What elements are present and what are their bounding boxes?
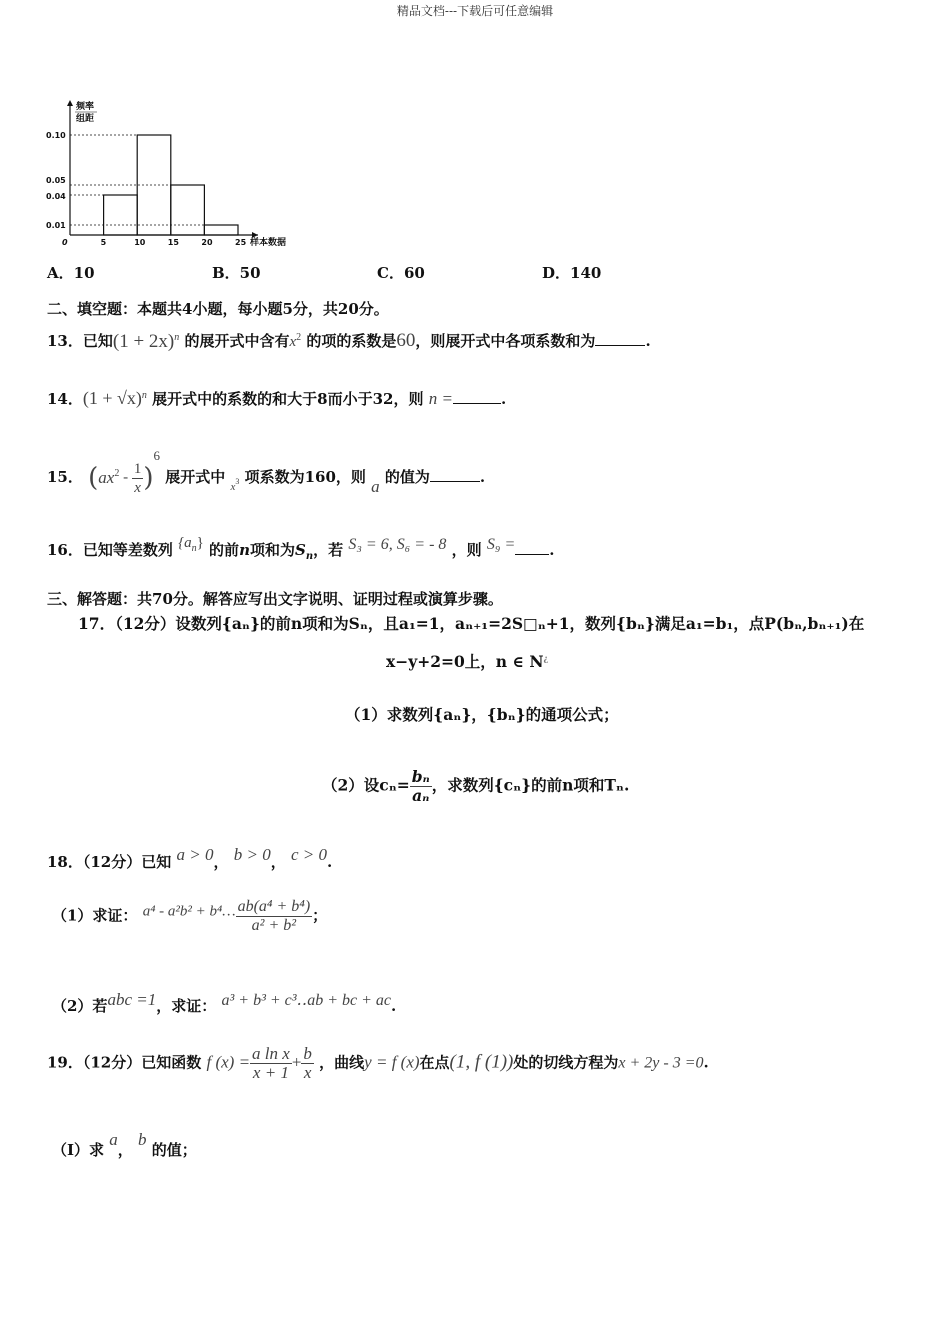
question-17-line1: 17．（12分）设数列{aₙ}的前n项和为Sₙ，且a₁=1，aₙ₊₁=2S□ₙ+1，数列{bₙ}满足a₁=b₁，点P(bₙ,bₙ₊₁)在 xyxy=(78,614,865,633)
y-tick-label: 0.04 xyxy=(46,192,66,201)
question-13: 13．已知$(1 + 2x)^n$ 的展开式中含有$x^2$ 的项的系数是60，则展开式中各项系数和为 . xyxy=(47,330,651,352)
question-17-line2: x−y+2=0上，n ∈ N¿ xyxy=(386,652,549,671)
y-tick-label: 0.05 xyxy=(46,176,66,185)
option-a: A．10 xyxy=(47,264,95,282)
question-19-part1: （Ⅰ）求 a， b 的值； xyxy=(52,1130,197,1159)
option-c: C．60 xyxy=(377,264,425,282)
x-tick-label: 10 xyxy=(134,238,146,247)
histogram-bar xyxy=(104,195,138,235)
answer-blank xyxy=(430,467,480,482)
y-axis-label: 频率 xyxy=(76,102,95,112)
question-17-part1: （1）求数列{aₙ}，{bₙ}的通项公式； xyxy=(345,705,619,724)
x-tick-label: 5 xyxy=(100,238,107,247)
y-axis-arrow xyxy=(67,100,73,106)
answer-blank xyxy=(453,389,501,404)
section-fill-blank-heading: 二、填空题：本题共4小题，每小题5分，共20分。 xyxy=(47,300,389,318)
x-tick-label: 0 xyxy=(62,238,68,247)
question-18-part2: （2）若abc =1，求证： a³ + b³ + c³‥ab + bc + ac. xyxy=(52,990,397,1015)
y-tick-label: 0.10 xyxy=(46,131,66,140)
answer-blank xyxy=(595,331,645,346)
histogram-bar xyxy=(171,185,205,235)
y-axis-label-denominator: 组距 xyxy=(76,114,95,124)
histogram-bar xyxy=(204,225,238,235)
x-tick-label: 15 xyxy=(167,238,179,247)
x-tick-label: 20 xyxy=(201,238,213,247)
answer-blank xyxy=(515,540,549,555)
x-tick-label: 25 xyxy=(235,238,247,247)
question-17-part2: （2）设cₙ= $\frac{\text{bₙ}}{\text{aₙ}}$ ，求数列{cₙ}的前n项和Tₙ. xyxy=(322,767,630,805)
section-answer-heading: 三、解答题：共70分。解答应写出文字说明、证明过程或演算步骤。 xyxy=(47,590,503,608)
y-tick-label: 0.01 xyxy=(46,221,66,230)
option-d: D．140 xyxy=(542,264,602,282)
question-18-part1: （1）求证： a⁴ - a²b² + b⁴… $\frac{\text{ab(a⁴ + b⁴)}}{\text{a² + b²}}$ ； xyxy=(52,898,328,934)
page-header: 精品文档---下载后可任意编辑 xyxy=(396,4,554,18)
question-19: 19．（12分）已知函数 f (x) = $\frac{\text{a ln x}}{x + 1}$ + $\frac{b}{x}$ ，曲线y = f (x)在点(1, f (1))处的切线方程为x + 2y - 3 =0. xyxy=(47,1044,709,1082)
histogram-chart xyxy=(40,98,300,250)
question-15: 15． ($ax^2$ - $\frac{1}{x}$ )6 展开式中 $_x$3 项系数为160，则 a 的值为 . xyxy=(47,448,486,496)
question-16: 16．已知等差数列 $\{a^n\}$ 的前n项和为$S_n$，若 S₃ = 6, S₆ = - 8 ，则 S₉ = . xyxy=(47,535,555,562)
x-axis-label: 样本数据 xyxy=(250,238,287,248)
option-b: B．50 xyxy=(212,264,261,282)
question-18: 18．（12分）已知 a > 0， b > 0， c > 0. xyxy=(47,845,333,871)
question-14: 14．$(1 + √x)^n$ 展开式中的系数的和大于8而小于32，则 n = . xyxy=(47,388,507,408)
